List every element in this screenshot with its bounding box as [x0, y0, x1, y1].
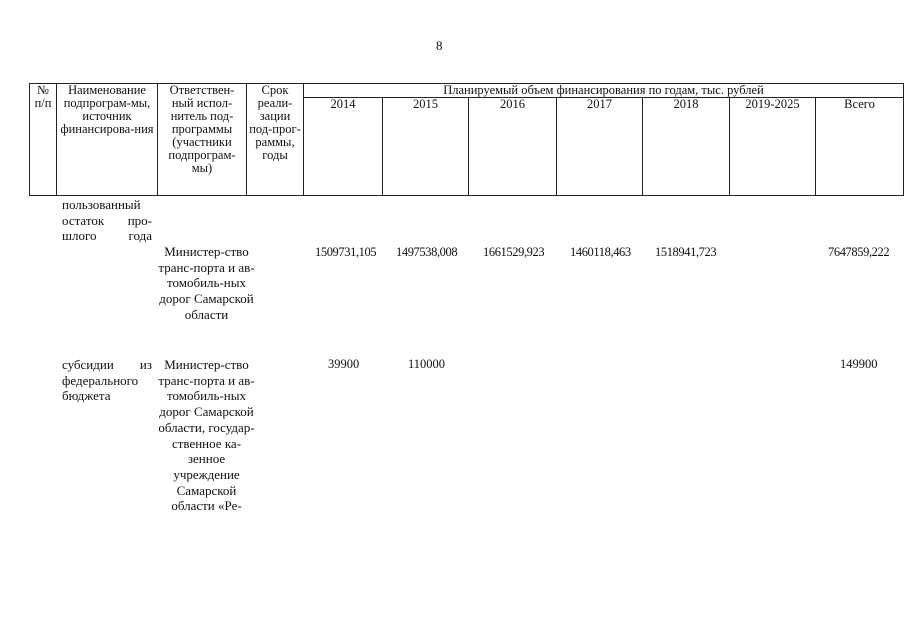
header-year-2015: 2015 [383, 98, 469, 196]
header-name: Наименование подпрограм-мы, источник финансирова-ния [57, 84, 158, 196]
row-3-value-2014: 39900 [328, 357, 360, 371]
row-3-value-2015: 110000 [408, 357, 446, 371]
header-year-2017: 2017 [557, 98, 643, 196]
header-year-2018: 2018 [643, 98, 730, 196]
row-1-source: пользованный остаток про-шлого года [62, 197, 152, 244]
row-2-responsible: Министер-ство транс-порта и ав-томобиль-ных дорог Самарской области [158, 244, 255, 322]
row-2-value-2015: 1497538,008 [396, 245, 458, 259]
header-responsible: Ответствен-ный испол-нитель под-программы (участники подпрограм-мы) [158, 84, 247, 196]
header-term: Срок реали-зации под-прог-раммы, годы [247, 84, 304, 196]
row-2-value-2018: 1518941,723 [655, 245, 717, 259]
row-3-value-total: 149900 [840, 357, 878, 371]
funding-table-header [29, 83, 904, 196]
row-2-value-total: 7647859,222 [828, 245, 890, 259]
header-total: Всего [816, 98, 904, 196]
header-number: № п/п [30, 84, 57, 196]
header-year-2019-2025: 2019-2025 [730, 98, 816, 196]
header-funding-title: Планируемый объем финансирования по годам, тыс. рублей [304, 84, 904, 98]
row-3-source: субсидии из федерального бюджета [62, 357, 152, 404]
row-2-value-2017: 1460118,463 [570, 245, 631, 259]
header-year-2016: 2016 [469, 98, 557, 196]
header-year-2014: 2014 [304, 98, 383, 196]
row-2-value-2016: 1661529,923 [483, 245, 545, 259]
page-number: 8 [436, 38, 443, 53]
row-3-responsible: Министер-ство транс-порта и ав-томобиль-ных дорог Самарской области, государ-ственное ка-зенное учреждение Самарской области «Ре- [158, 357, 255, 514]
row-2-value-2014: 1509731,105 [315, 245, 377, 259]
